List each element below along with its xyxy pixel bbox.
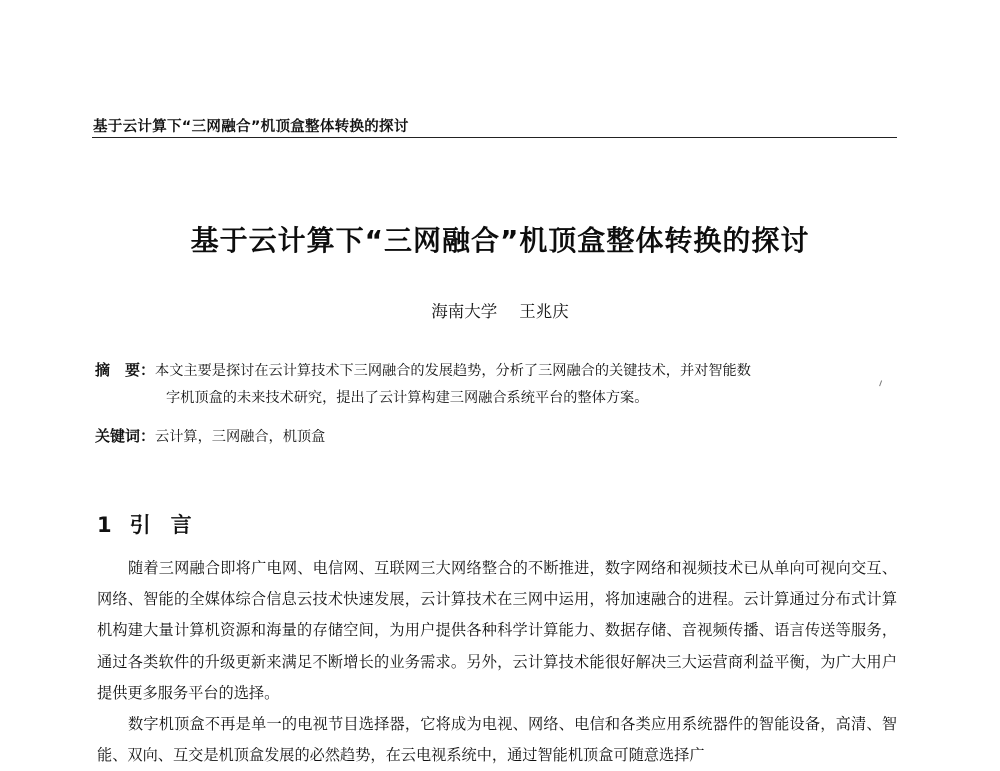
paragraph-1: 随着三网融合即将广电网、电信网、互联网三大网络整合的不断推进，数字网络和视频技术已从单向可视向交互、网络、智能的全媒体综合信息云技术快速发展，云计算技术在三网中运用，将加速融合的进程。云计算通过分布式计算机构建大量计算机资源和海量的存储空间，为用户提供各种科学计算能力、数据存储、音视频传播、语言传送等服务，通过各类软件的升级更新来满足不断增长的业务需求。另外，云计算技术能很好解决三大运营商利益平衡，为广大用户提供更多服务平台的选择。 xyxy=(97,559,897,702)
abstract-label: 摘 要： xyxy=(95,361,156,379)
keywords-label: 关键词： xyxy=(95,427,156,445)
abstract-line-1 xyxy=(95,357,900,385)
paragraph-2: 数字机顶盒不再是单一的电视节目选择器，它将成为电视、网络、电信和各类应用系统器件的智能设备，高清、智能、双向、互交是机顶盒发展的必然趋势，在云电视系统中，通过智能机顶盒可随意选择广 xyxy=(97,715,897,765)
author-affiliation: 海南大学 xyxy=(431,302,498,321)
section-title-char-2: 言 xyxy=(170,513,192,537)
section-heading xyxy=(97,509,192,539)
author-line xyxy=(0,298,1000,322)
paper-title: 基于云计算下“三网融合”机顶盒整体转换的探讨 xyxy=(190,224,810,257)
keywords xyxy=(95,425,325,448)
abstract-line-2: 字机顶盒的未来技术研究，提出了云计算构建三网融合系统平台的整体方案。 xyxy=(166,390,649,406)
author-name: 王兆庆 xyxy=(519,302,569,321)
section-body xyxy=(97,553,897,771)
header-rule xyxy=(92,137,897,138)
section-title-char-1: 引 xyxy=(129,513,151,537)
running-header: 基于云计算下“三网融合”机顶盒整体转换的探讨 xyxy=(93,119,409,135)
section-number: 1 xyxy=(97,513,112,537)
keywords-text: 云计算，三网融合，机顶盒 xyxy=(155,429,326,445)
abstract-text-1: 本文主要是探讨在云计算技术下三网融合的发展趋势，分析了三网融合的关键技术，并对智能数 xyxy=(155,363,751,379)
abstract xyxy=(95,357,900,412)
